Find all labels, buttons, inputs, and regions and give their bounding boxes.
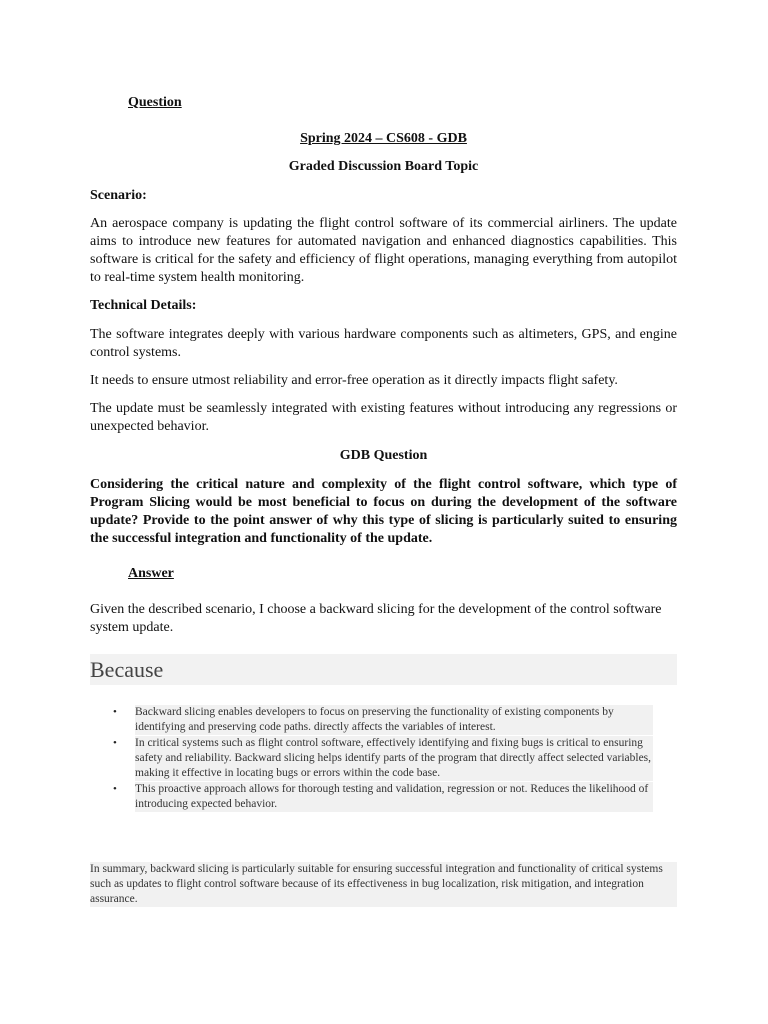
topic-title: Graded Discussion Board Topic xyxy=(288,159,479,174)
technical-paragraph-2: It needs to ensure utmost reliability and error-free operation as it directly impacts flight safety. xyxy=(90,373,618,388)
answer-heading: Answer xyxy=(128,566,174,581)
scenario-paragraph: An aerospace company is updating the flight control software of its commercial airliners. The update aims to introduce new features for automated navigation and enhanced diagnostics capabilities. This software is critical for the safety and efficiency of flight operations, managing everything from autopilot to real-time system health monitoring. xyxy=(90,216,677,285)
bullet-icon: • xyxy=(113,783,117,795)
gdb-question-paragraph: Considering the critical nature and complexity of the flight control software, which type of Program Slicing would be most beneficial to focus on during the development of the software update? Provide to the point answer of why this type of slicing is particularly suited to ensuring the successful integration and functionality of the update. xyxy=(90,477,677,546)
bullet-icon: • xyxy=(113,706,117,718)
list-item-text: This proactive approach allows for thorough testing and validation, regression or not. Reduces the likelihood of introducing expected behavior. xyxy=(135,782,653,812)
list-item xyxy=(113,705,653,735)
reasons-list xyxy=(113,705,653,813)
because-heading xyxy=(90,654,677,685)
scenario-heading: Scenario: xyxy=(90,188,147,203)
question-heading: Question xyxy=(128,95,182,110)
because-heading-text: Because xyxy=(90,657,164,682)
gdb-question-heading: GDB Question xyxy=(339,448,428,463)
list-item-text: Backward slicing enables developers to focus on preserving the functionality of existing components by identifying and preserving code paths. directly affects the variables of interest. xyxy=(135,705,653,735)
technical-details-heading: Technical Details: xyxy=(90,298,197,313)
technical-paragraph-1: The software integrates deeply with various hardware components such as altimeters, GPS, and engine control systems. xyxy=(90,327,677,360)
answer-paragraph: Given the described scenario, I choose a backward slicing for the development of the control software system update. xyxy=(90,602,662,635)
technical-paragraph-3: The update must be seamlessly integrated with existing features without introducing any regressions or unexpected behavior. xyxy=(90,401,677,434)
course-title: Spring 2024 – CS608 - GDB xyxy=(300,131,467,146)
list-item-text: In critical systems such as flight control software, effectively identifying and fixing bugs is critical to ensuring safety and reliability. Backward slicing helps identify parts of the program that directly affect selected variables, making it effective in locating bugs or errors within the code base. xyxy=(135,737,652,779)
summary-paragraph: In summary, backward slicing is particularly suitable for ensuring successful integration and functionality of critical systems such as updates to flight control software because of its effectiveness in bug localization, risk mitigation, and integration assurance. xyxy=(90,862,677,907)
bullet-icon: • xyxy=(113,737,117,749)
list-item xyxy=(113,736,653,781)
list-item xyxy=(113,782,653,812)
